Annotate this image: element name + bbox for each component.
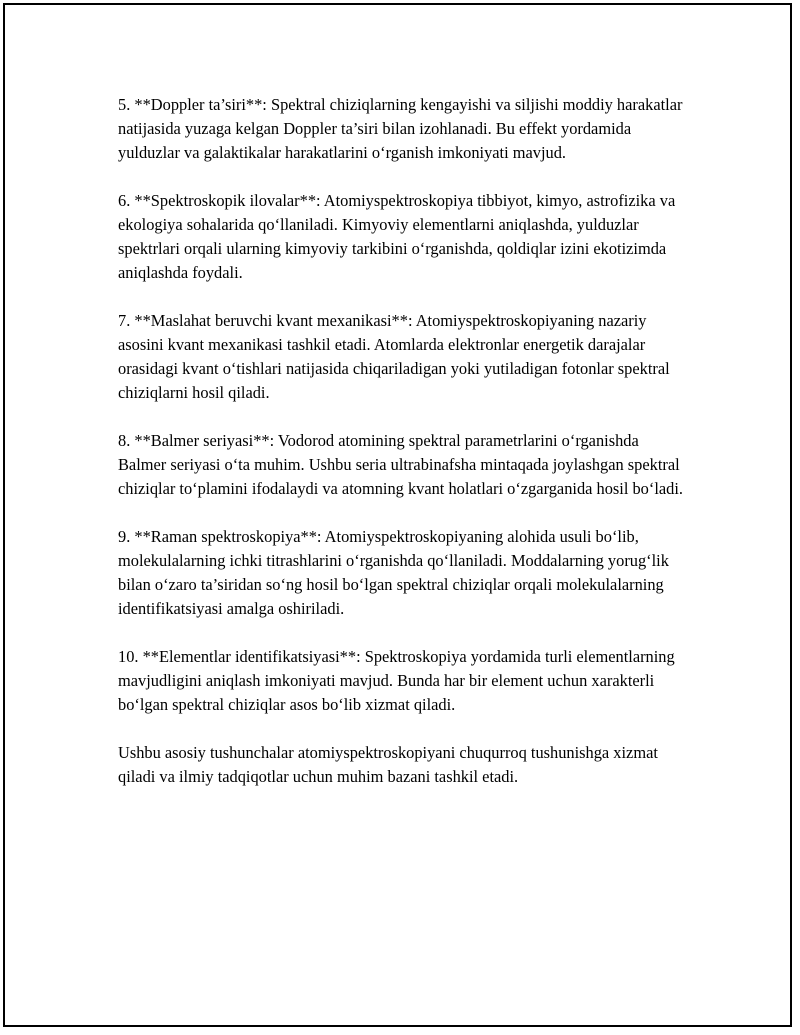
paragraph-spectroscopic-applications: 6. **Spektroskopik ilovalar**: Atomiyspektroskopiya tibbiyot, kimyo, astrofizika va ekologiya sohalarida qo‘llaniladi. Kimyoviy elementlarni aniqlashda, yulduzlar spektrlari orqali ularning kimyoviy tarkibini o‘rganishda, qoldiqlar izini ekotizimda aniqlashda foydali. (118, 191, 676, 282)
document-body (118, 93, 688, 813)
paragraph-raman-spectroscopy: 9. **Raman spektroskopiya**: Atomiyspektroskopiyaning alohida usuli bo‘lib, molekulalarning ichki titrashlarini o‘rganishda qo‘llaniladi. Moddalarning yorug‘lik bilan o‘zaro ta’siridan so‘ng hosil bo‘lgan spektral chiziqlar orqali molekulalarning identifikatsiyasi amalga oshiriladi. (118, 527, 669, 618)
paragraph-balmer-series: 8. **Balmer seriyasi**: Vodorod atomining spektral parametrlarini o‘rganishda Balmer seriyasi o‘ta muhim. Ushbu seria ultrabinafsha mintaqada joylashgan spektral chiziqlar to‘plamini ifodalaydi va atomning kvant holatlari o‘zgarganida hosil bo‘ladi. (118, 431, 684, 498)
paragraph-element-identification: 10. **Elementlar identifikatsiyasi**: Spektroskopiya yordamida turli elementlarning mavjudligini aniqlash imkoniyati mavjud. Bunda har bir element uchun xarakterli bo‘lgan spektral chiziqlar asos bo‘lib xizmat qiladi. (118, 647, 675, 714)
paragraph-doppler-effect: 5. **Doppler ta’siri**: Spektral chiziqlarning kengayishi va siljishi moddiy harakatlar natijasida yuzaga kelgan Doppler ta’siri bilan izohlanadi. Bu effekt yordamida yulduzlar va galaktikalar harakatlarini o‘rganish imkoniyati mavjud. (118, 95, 683, 162)
paragraph-conclusion: Ushbu asosiy tushunchalar atomiyspektroskopiyani chuqurroq tushunishga xizmat qiladi va ilmiy tadqiqotlar uchun muhim bazani tashkil etadi. (118, 743, 658, 786)
paragraph-quantum-mechanics: 7. **Maslahat beruvchi kvant mexanikasi**: Atomiyspektroskopiyaning nazariy asosini kvant mexanikasi tashkil etadi. Atomlarda elektronlar energetik darajalar orasidagi kvant o‘tishlari natijasida chiqariladigan yoki yutiladigan fotonlar spektral chiziqlarni hosil qiladi. (118, 311, 670, 402)
